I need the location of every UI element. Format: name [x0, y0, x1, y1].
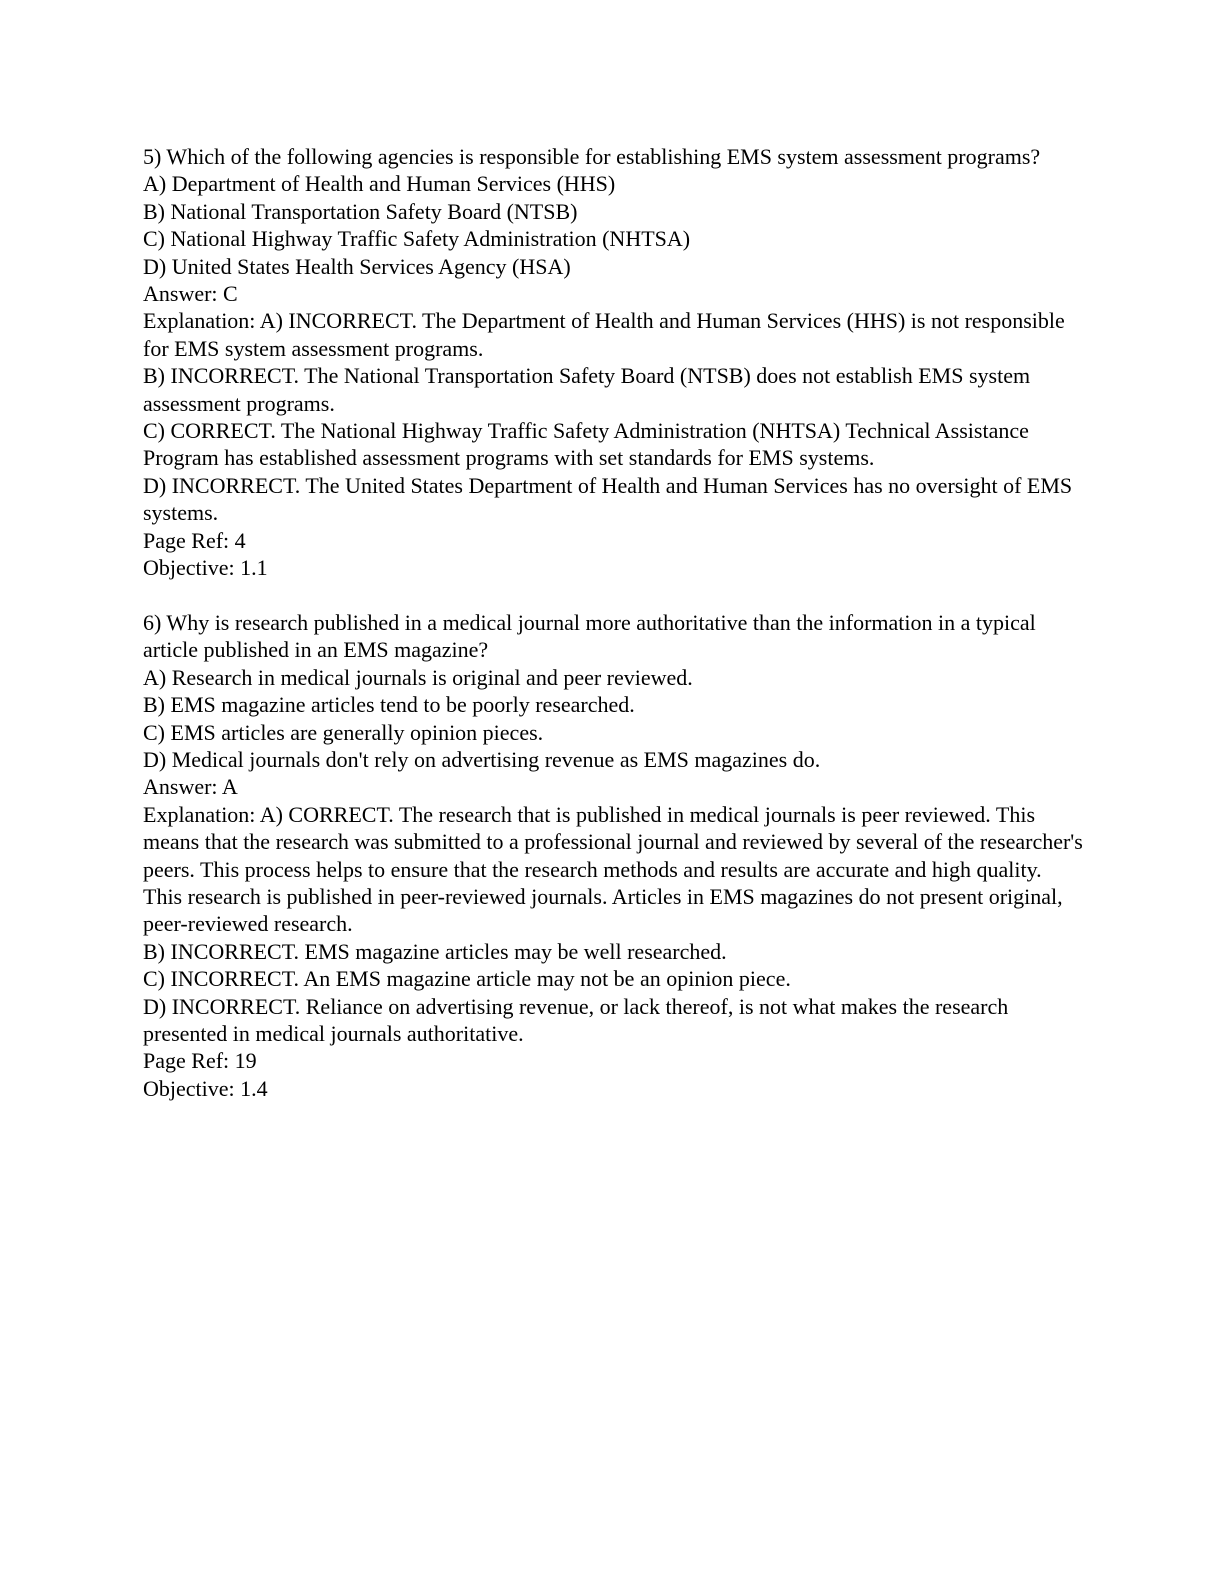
question-block-5 [143, 143, 1083, 582]
answer-option-a: A) Department of Health and Human Services (HHS) [143, 171, 616, 197]
answer-option-d: D) United States Health Services Agency (HSA) [143, 253, 571, 279]
explanation-c: C) INCORRECT. An EMS magazine article may not be an opinion piece. [143, 966, 791, 992]
explanation-c: C) CORRECT. The National Highway Traffic Safety Administration (NHTSA) Technical Assistance Program has established assessment programs with set standards for EMS systems. [143, 418, 1029, 471]
explanation-b: B) INCORRECT. EMS magazine articles may be well researched. [143, 938, 727, 964]
question-stem: 6) Why is research published in a medical journal more authoritative than the information in a typical article published in an EMS magazine? [143, 609, 1036, 663]
answer-option-a: A) Research in medical journals is original and peer reviewed. [143, 664, 693, 690]
page-ref: Page Ref: 19 [143, 1048, 257, 1074]
question-block-6 [143, 609, 1083, 1102]
explanation-d: D) INCORRECT. The United States Department of Health and Human Services has no oversight of EMS systems. [143, 472, 1073, 526]
explanation-b: B) INCORRECT. The National Transportation Safety Board (NTSB) does not establish EMS system assessment programs. [143, 363, 1031, 416]
question-stem: 5) Which of the following agencies is responsible for establishing EMS system assessment programs? [143, 144, 1041, 169]
answer-option-c: C) EMS articles are generally opinion pieces. [143, 719, 544, 745]
explanation-d: D) INCORRECT. Reliance on advertising revenue, or lack thereof, is not what makes the research presented in medical journals authoritative. [143, 993, 1009, 1046]
page-ref: Page Ref: 4 [143, 527, 246, 553]
objective: Objective: 1.1 [143, 555, 268, 581]
answer-option-b: B) EMS magazine articles tend to be poorly researched. [143, 692, 635, 718]
answer-option-b: B) National Transportation Safety Board (NTSB) [143, 198, 578, 224]
page-content [143, 143, 1083, 1130]
answer-option-c: C) National Highway Traffic Safety Administration (NHTSA) [143, 226, 691, 252]
explanation-a: Explanation: A) CORRECT. The research that is published in medical journals is peer reviewed. This means that the research was submitted to a professional journal and reviewed by several of the researcher's peers. This process helps to ensure that the research methods and results are accurate and high quality. This research is published in peer-reviewed journals. Articles in EMS magazines do not present original, peer-reviewed research. [143, 801, 1083, 937]
correct-answer: Answer: C [143, 281, 238, 307]
answer-option-d: D) Medical journals don't rely on advertising revenue as EMS magazines do. [143, 746, 821, 772]
explanation-a: Explanation: A) INCORRECT. The Department of Health and Human Services (HHS) is not responsible for EMS system assessment programs. [143, 308, 1065, 361]
correct-answer: Answer: A [143, 774, 238, 800]
objective: Objective: 1.4 [143, 1075, 268, 1101]
